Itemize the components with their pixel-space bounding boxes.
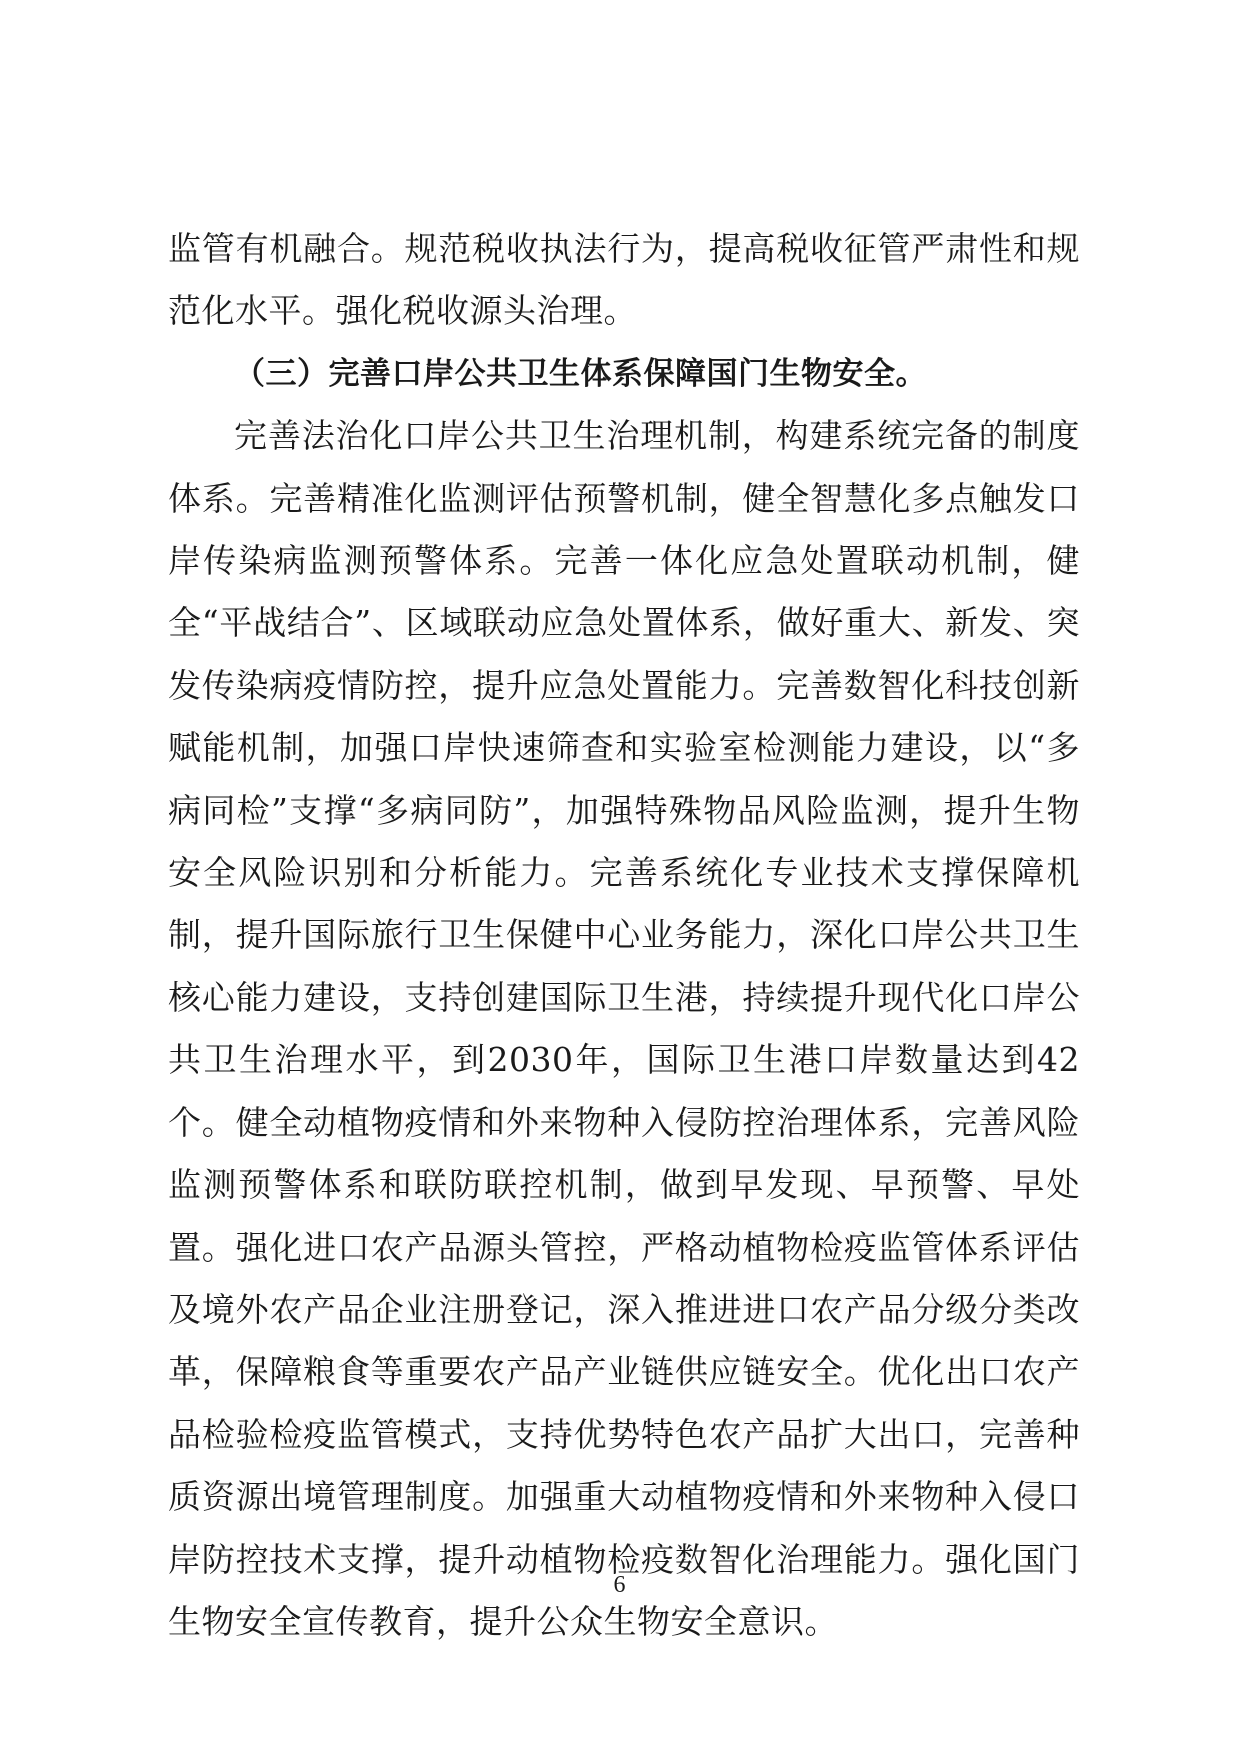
document-body <box>168 218 1080 1653</box>
section-heading: （三）完善口岸公共卫生体系保障国门生物安全。 <box>234 355 927 392</box>
paragraph-body: 完善法治化口岸公共卫生治理机制，构建系统完备的制度体系。完善精准化监测评估预警机制，健全智慧化多点触发口岸传染病监测预警体系。完善一体化应急处置联动机制，健全“平战结合”、区域联动应急处置体系，做好重大、新发、突发传染病疫情防控，提升应急处置能力。完善数智化科技创新赋能机制，加强口岸快速筛查和实验室检测能力建设，以“多病同检”支撑“多病同防”，加强特殊物品风险监测，提升生物安全风险识别和分析能力。完善系统化专业技术支撑保障机制，提升国际旅行卫生保健中心业务能力，深化口岸公共卫生核心能力建设，支持创建国际卫生港，持续提升现代化口岸公共卫生治理水平，到2030年，国际卫生港口岸数量达到42个。健全动植物疫情和外来物种入侵防控治理体系，完善风险监测预警体系和联防联控机制，做到早发现、早预警、早处置。强化进口农产品源头管控，严格动植物检疫监管体系评估及境外农产品企业注册登记，深入推进进口农产品分级分类改革，保障粮食等重要农产品产业链供应链安全。优化出口农产品检验检疫监管模式，支持优势特色农产品扩大出口，完善种质资源出境管理制度。加强重大动植物疫情和外来物种入侵口岸防控技术支撑，提升动植物检疫数智化治理能力。强化国门生物安全宣传教育，提升公众生物安全意识。 <box>168 416 1080 1641</box>
paragraph-continuation: 监管有机融合。规范税收执法行为，提高税收征管严肃性和规范化水平。强化税收源头治理。 <box>168 229 1080 331</box>
page-number: 6 <box>613 1572 626 1598</box>
